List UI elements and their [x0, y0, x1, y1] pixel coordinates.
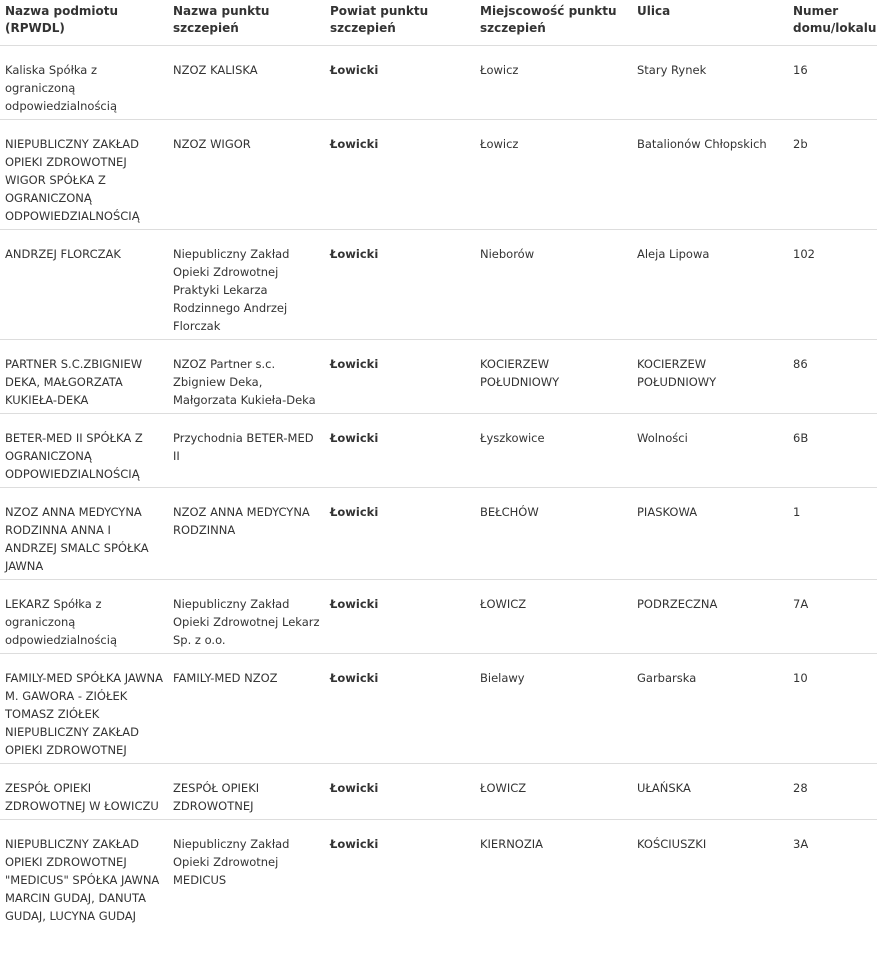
- cell-miejscowosc: BEŁCHÓW: [475, 488, 632, 580]
- cell-powiat: Łowicki: [325, 414, 475, 488]
- cell-punkt: NZOZ Partner s.c. Zbigniew Deka, Małgorzata Kukieła-Deka: [168, 340, 325, 414]
- cell-punkt: Przychodnia BETER-MED II: [168, 414, 325, 488]
- table-body: [0, 46, 877, 930]
- table-row: [0, 654, 877, 764]
- cell-miejscowosc: ŁOWICZ: [475, 580, 632, 654]
- cell-ulica: Wolności: [632, 414, 788, 488]
- cell-miejscowosc: Bielawy: [475, 654, 632, 764]
- cell-numer: 28: [788, 764, 877, 820]
- table-row: [0, 820, 877, 930]
- cell-punkt: NZOZ KALISKA: [168, 46, 325, 120]
- cell-podmiot: LEKARZ Spółka z ograniczoną odpowiedzialnością: [0, 580, 168, 654]
- cell-podmiot: PARTNER S.C.ZBIGNIEW DEKA, MAŁGORZATA KUKIEŁA-DEKA: [0, 340, 168, 414]
- cell-numer: 16: [788, 46, 877, 120]
- table-row: [0, 120, 877, 230]
- table-row: [0, 488, 877, 580]
- cell-numer: 7A: [788, 580, 877, 654]
- cell-podmiot: BETER-MED II SPÓŁKA Z OGRANICZONĄ ODPOWIEDZIALNOŚCIĄ: [0, 414, 168, 488]
- table-row: [0, 46, 877, 120]
- table-row: [0, 580, 877, 654]
- cell-ulica: PODRZECZNA: [632, 580, 788, 654]
- cell-punkt: NZOZ WIGOR: [168, 120, 325, 230]
- cell-ulica: Aleja Lipowa: [632, 230, 788, 340]
- table-row: [0, 764, 877, 820]
- cell-podmiot: FAMILY-MED SPÓŁKA JAWNA M. GAWORA - ZIÓŁEK TOMASZ ZIÓŁEK NIEPUBLICZNY ZAKŁAD OPIEKI ZDROWOTNEJ: [0, 654, 168, 764]
- cell-powiat: Łowicki: [325, 580, 475, 654]
- header-podmiot[interactable]: Nazwa podmiotu (RPWDL): [0, 0, 168, 46]
- cell-podmiot: ANDRZEJ FLORCZAK: [0, 230, 168, 340]
- header-miejscowosc[interactable]: Miejscowość punktu szczepień: [475, 0, 632, 46]
- table-row: [0, 230, 877, 340]
- cell-ulica: Stary Rynek: [632, 46, 788, 120]
- cell-numer: 6B: [788, 414, 877, 488]
- cell-podmiot: NIEPUBLICZNY ZAKŁAD OPIEKI ZDROWOTNEJ WIGOR SPÓŁKA Z OGRANICZONĄ ODPOWIEDZIALNOŚCIĄ: [0, 120, 168, 230]
- cell-punkt: FAMILY-MED NZOZ: [168, 654, 325, 764]
- header-row: [0, 0, 877, 46]
- cell-powiat: Łowicki: [325, 654, 475, 764]
- cell-ulica: KOCIERZEW POŁUDNIOWY: [632, 340, 788, 414]
- cell-numer: 10: [788, 654, 877, 764]
- cell-miejscowosc: KIERNOZIA: [480, 837, 543, 851]
- table-row: [0, 340, 877, 414]
- table-header: [0, 0, 877, 46]
- cell-miejscowosc: Łyszkowice: [475, 414, 632, 488]
- cell-podmiot: NIEPUBLICZNY ZAKŁAD OPIEKI ZDROWOTNEJ "MEDICUS" SPÓŁKA JAWNA MARCIN GUDAJ, DANUTA GUDAJ, LUCYNA GUDAJ: [5, 837, 160, 923]
- cell-powiat: Łowicki: [325, 340, 475, 414]
- cell-punkt: Niepubliczny Zakład Opieki Zdrowotnej MEDICUS: [173, 837, 290, 887]
- header-powiat[interactable]: Powiat punktu szczepień: [325, 0, 475, 46]
- cell-podmiot: ZESPÓŁ OPIEKI ZDROWOTNEJ W ŁOWICZU: [0, 764, 168, 820]
- cell-miejscowosc: Łowicz: [475, 46, 632, 120]
- cell-numer: 3A: [793, 837, 809, 851]
- cell-ulica: UŁAŃSKA: [632, 764, 788, 820]
- cell-numer: 102: [788, 230, 877, 340]
- cell-miejscowosc: Łowicz: [475, 120, 632, 230]
- cell-powiat: Łowicki: [325, 120, 475, 230]
- cell-ulica: KOŚCIUSZKI: [637, 837, 707, 851]
- cell-numer: 86: [788, 340, 877, 414]
- cell-numer: 1: [788, 488, 877, 580]
- table-row: [0, 414, 877, 488]
- cell-miejscowosc: ŁOWICZ: [475, 764, 632, 820]
- cell-numer: 2b: [788, 120, 877, 230]
- cell-podmiot: NZOZ ANNA MEDYCYNA RODZINNA ANNA I ANDRZEJ SMALC SPÓŁKA JAWNA: [0, 488, 168, 580]
- cell-powiat: Łowicki: [325, 230, 475, 340]
- cell-podmiot: Kaliska Spółka z ograniczoną odpowiedzialnością: [0, 46, 168, 120]
- header-punkt[interactable]: Nazwa punktu szczepień: [168, 0, 325, 46]
- cell-miejscowosc: Nieborów: [475, 230, 632, 340]
- header-numer[interactable]: Numer domu/lokalu: [788, 0, 877, 46]
- cell-powiat: Łowicki: [325, 46, 475, 120]
- cell-powiat: Łowicki: [325, 488, 475, 580]
- cell-punkt: Niepubliczny Zakład Opieki Zdrowotnej Lekarz Sp. z o.o.: [168, 580, 325, 654]
- cell-miejscowosc: KOCIERZEW POŁUDNIOWY: [475, 340, 632, 414]
- header-ulica[interactable]: Ulica: [632, 0, 788, 46]
- cell-punkt: ZESPÓŁ OPIEKI ZDROWOTNEJ: [168, 764, 325, 820]
- cell-ulica: PIASKOWA: [632, 488, 788, 580]
- cell-punkt: Niepubliczny Zakład Opieki Zdrowotnej Praktyki Lekarza Rodzinnego Andrzej Florczak: [168, 230, 325, 340]
- cell-powiat: Łowicki: [325, 764, 475, 820]
- cell-powiat: Łowicki: [330, 837, 379, 851]
- cell-ulica: Batalionów Chłopskich: [632, 120, 788, 230]
- cell-ulica: Garbarska: [632, 654, 788, 764]
- cell-punkt: NZOZ ANNA MEDYCYNA RODZINNA: [168, 488, 325, 580]
